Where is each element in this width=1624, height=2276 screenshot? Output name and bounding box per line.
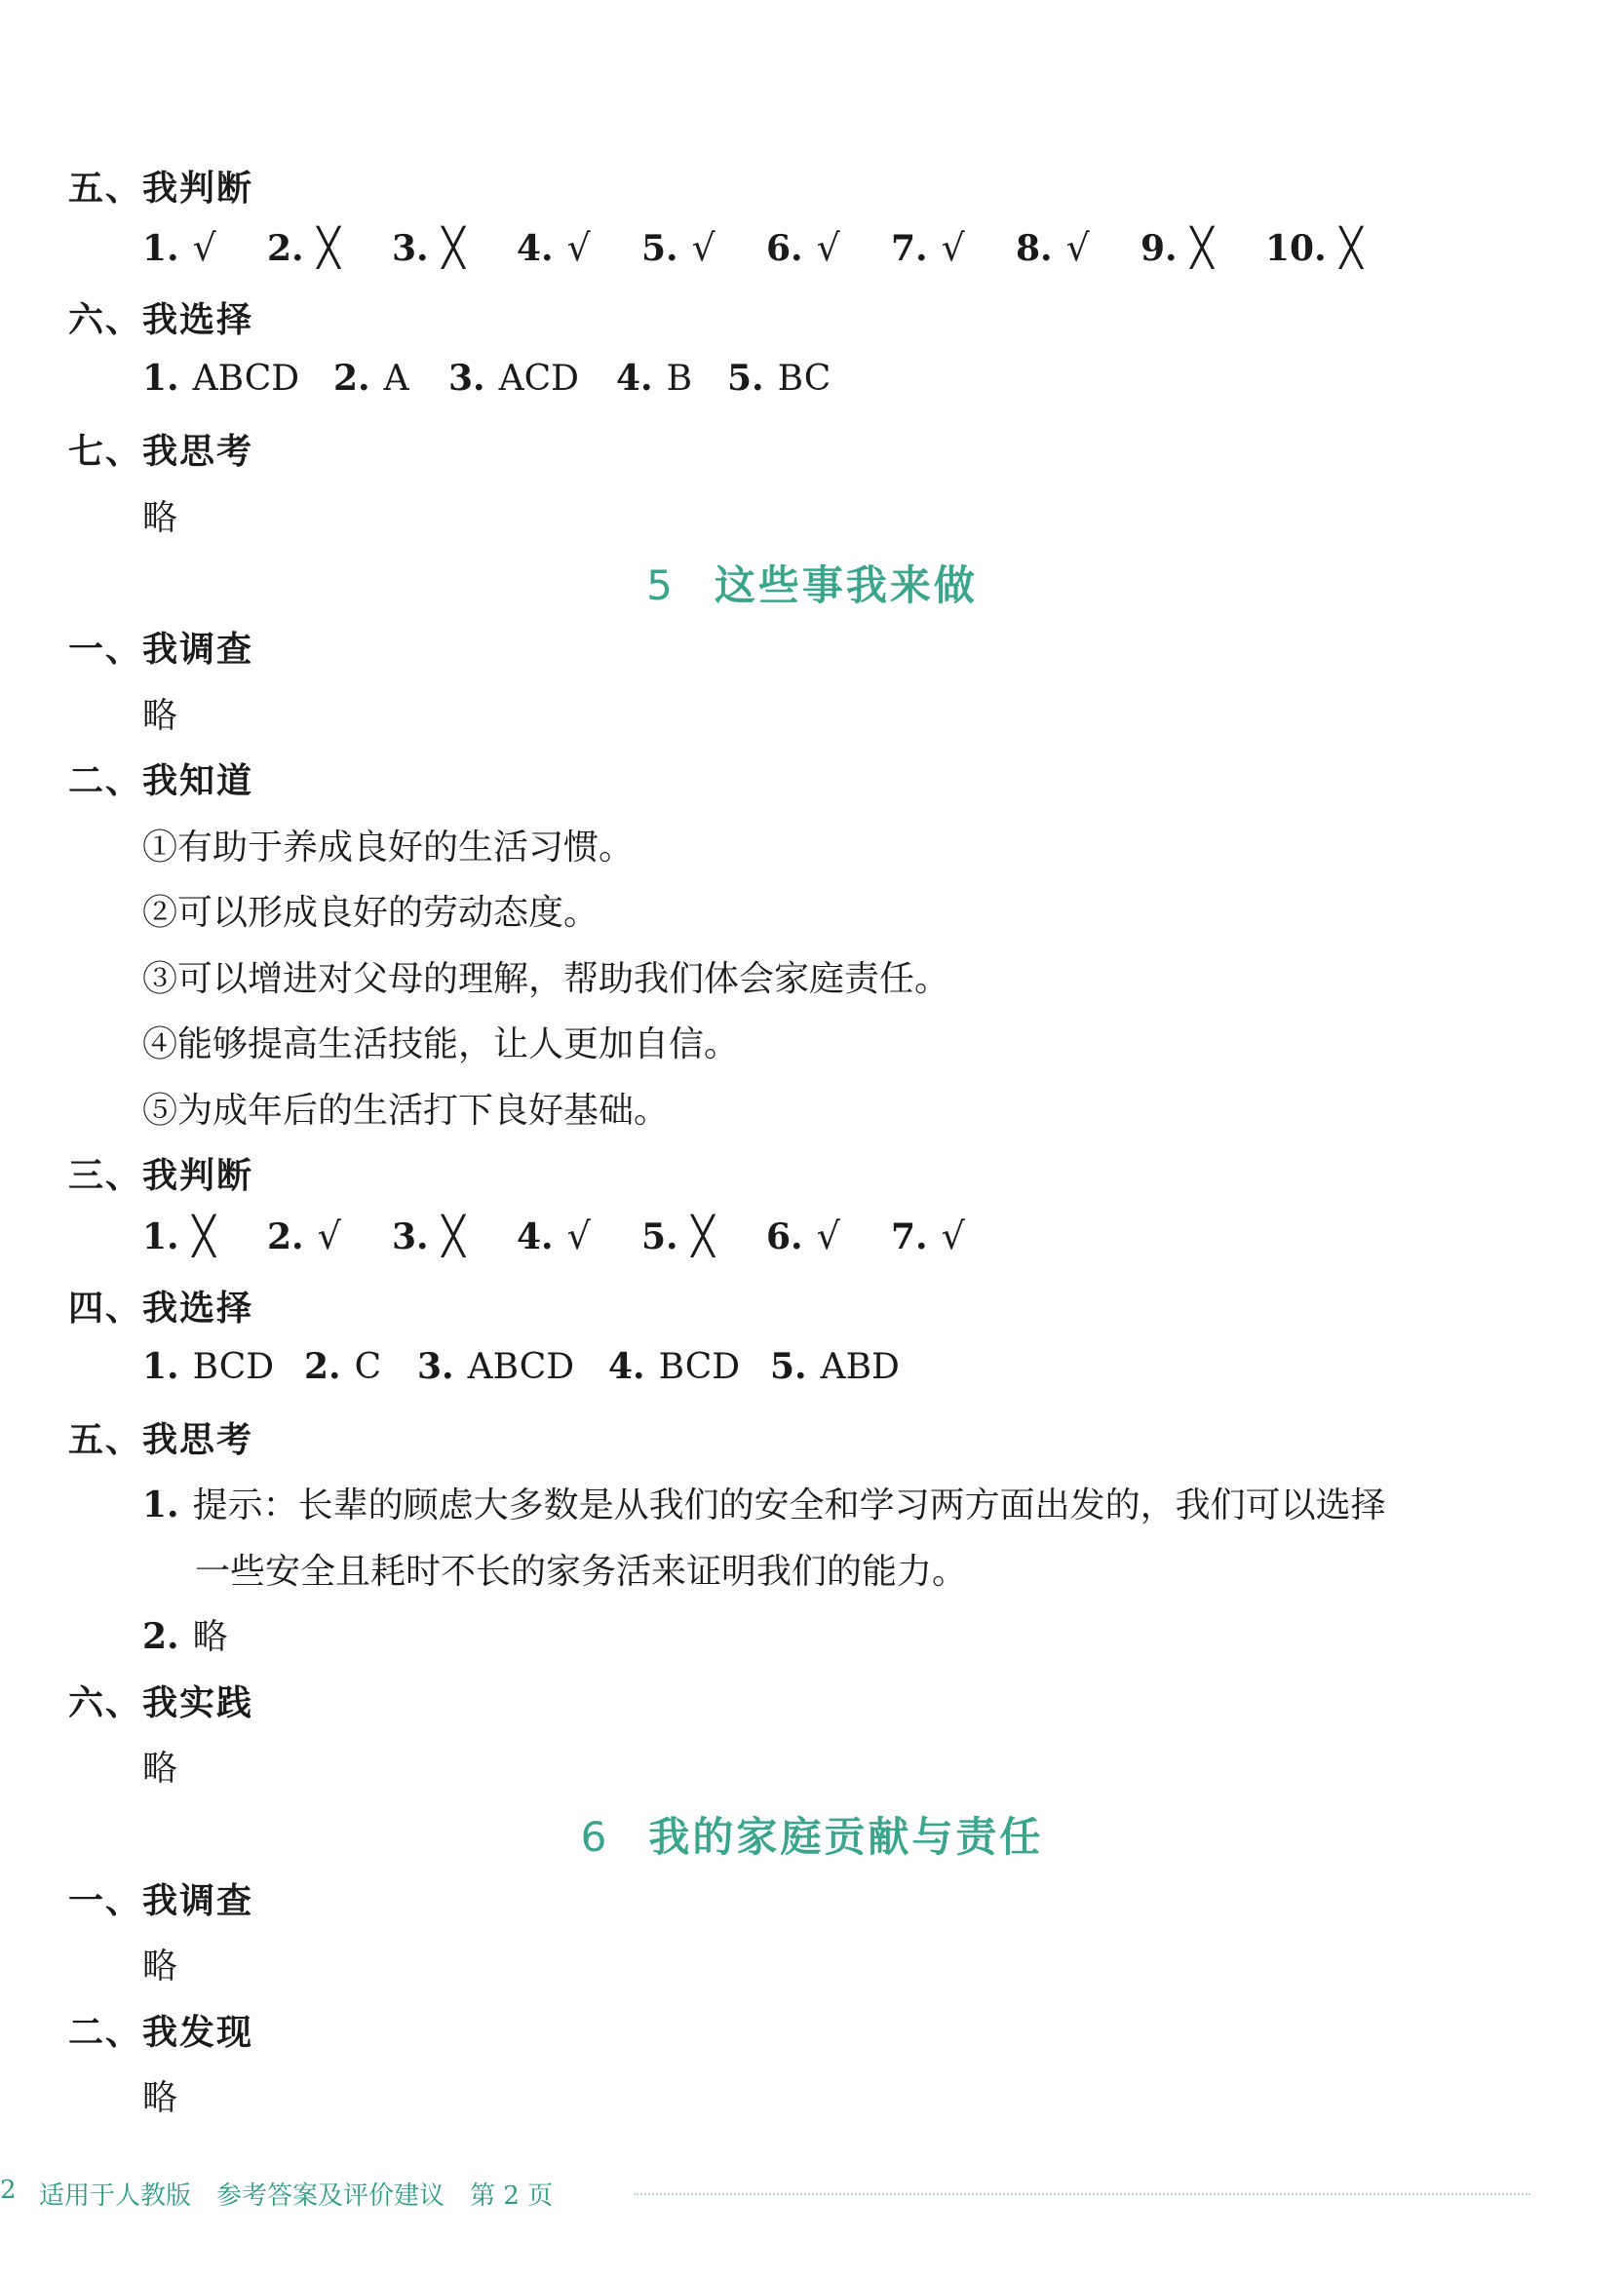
judge-item: 3. ╳ (392, 1215, 465, 1257)
list-item: ③可以增进对父母的理解，帮助我们体会家庭责任。 (142, 959, 950, 999)
judge-item: 2. ╳ (267, 226, 340, 269)
answer-text: 略 (142, 2078, 178, 2118)
choice-item: 4. BCD (608, 1346, 741, 1387)
list-item: ⑤为成年后的生活打下良好基础。 (142, 1091, 670, 1131)
chapter-number: 5 (646, 561, 676, 609)
choice-item: 1. ABCD (142, 358, 300, 399)
choice-item: 1. BCD (142, 1346, 275, 1387)
section-heading: 七、我思考 (68, 432, 254, 472)
chapter-title (0, 554, 1624, 612)
judge-item: 6. √ (766, 1215, 840, 1257)
section-heading: 四、我选择 (68, 1289, 254, 1329)
section-heading: 二、我发现 (68, 2013, 254, 2053)
chapter-number: 6 (580, 1813, 610, 1861)
section-heading: 六、我实践 (68, 1683, 254, 1723)
section-heading: 二、我知道 (68, 761, 254, 801)
section-heading: 五、我判断 (68, 169, 254, 209)
choice-item: 2. A (333, 358, 409, 399)
chapter-title (0, 1805, 1624, 1864)
judge-item: 2. √ (267, 1215, 341, 1257)
choice-item: 4. B (616, 358, 693, 399)
answer-text: 略 (142, 696, 178, 736)
think-answer-1: 1. 提示：长辈的顾虑大多数是从我们的安全和学习两方面出发的，我们可以选择 (142, 1485, 1386, 1525)
section-heading: 三、我判断 (68, 1156, 254, 1196)
section-heading: 一、我调查 (68, 630, 254, 670)
judge-item: 5. √ (641, 226, 715, 269)
judge-item: 1. √ (142, 226, 216, 269)
judge-item: 7. √ (891, 1215, 965, 1257)
choice-item: 3. ACD (448, 358, 579, 399)
footer-text: 适用于人教版 参考答案及评价建议 第 2 页 (39, 2181, 554, 2211)
judge-item: 7. √ (891, 226, 965, 269)
chapter-name: 这些事我来做 (714, 561, 978, 609)
answer-text: 略 (142, 498, 178, 538)
judge-item: 6. √ (766, 226, 840, 269)
choice-item: 5. BC (727, 358, 831, 399)
judge-item: 5. ╳ (641, 1215, 715, 1257)
section-heading: 五、我思考 (68, 1420, 254, 1460)
think-answer-2: 2. 略 (142, 1616, 228, 1657)
section-heading: 一、我调查 (68, 1881, 254, 1921)
judge-item: 10. ╳ (1265, 226, 1363, 269)
list-item: ②可以形成良好的劳动态度。 (142, 893, 599, 933)
judge-item: 4. √ (517, 1215, 591, 1257)
judge-item: 4. √ (517, 226, 591, 269)
choice-item: 3. ABCD (417, 1346, 575, 1387)
answer-text: 略 (142, 1947, 178, 1987)
footer-page-marker: 2 (0, 2176, 17, 2205)
answer-text: 略 (142, 1749, 178, 1789)
judge-item: 8. √ (1016, 226, 1090, 269)
choice-item: 5. ABD (770, 1346, 900, 1387)
chapter-name: 我的家庭贡献与责任 (648, 1813, 1044, 1861)
list-item: ④能够提高生活技能，让人更加自信。 (142, 1024, 740, 1064)
judge-item: 1. ╳ (142, 1215, 215, 1257)
list-item: ①有助于养成良好的生活习惯。 (142, 828, 635, 868)
judge-item: 3. ╳ (392, 226, 465, 269)
choice-item: 2. C (304, 1346, 382, 1387)
section-heading: 六、我选择 (68, 300, 254, 340)
judge-item: 9. ╳ (1141, 226, 1214, 269)
think-answer-1-continued: 一些安全且耗时不长的家务活来证明我们的能力。 (195, 1552, 968, 1592)
footer-divider (634, 2193, 1530, 2195)
